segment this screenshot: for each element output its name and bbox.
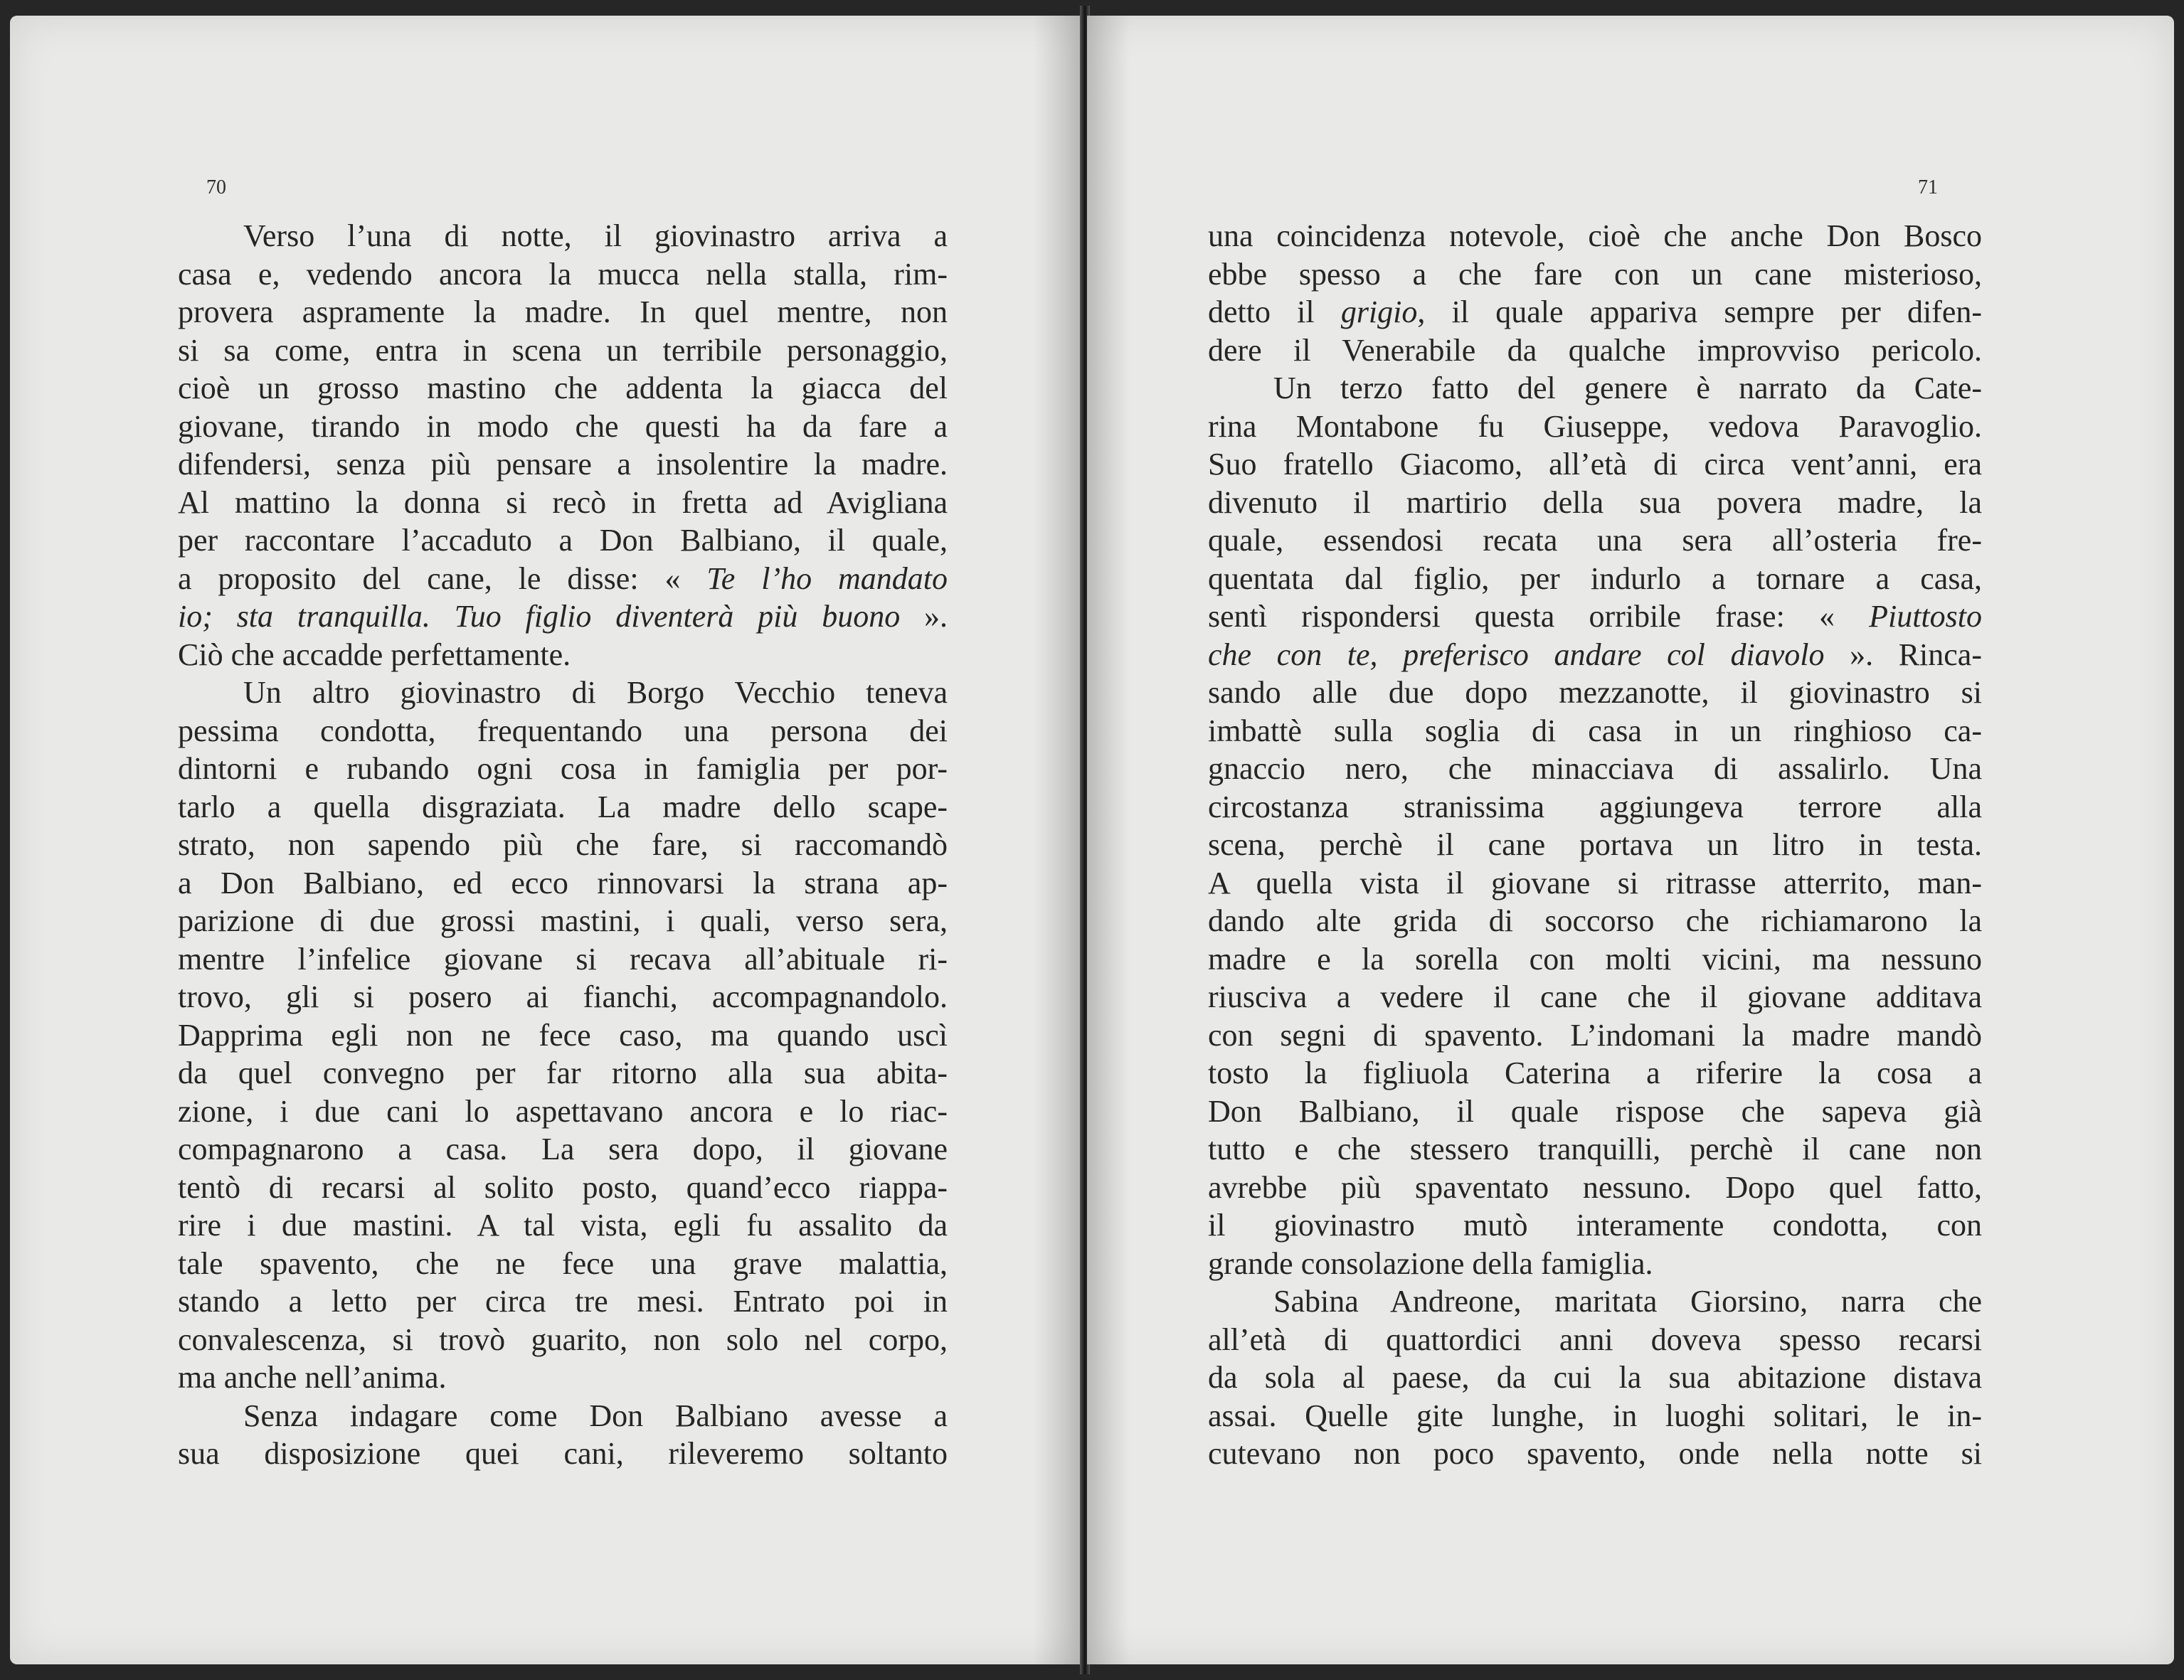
text-line: rina Montabone fu Giuseppe, vedova Paravoglio.	[1208, 408, 1982, 444]
text-line: Dapprima egli non ne fece caso, ma quando uscì	[178, 1017, 948, 1053]
text-line: convalescenza, si trovò guarito, non solo nel corpo,	[178, 1322, 948, 1357]
text-line: tentò di recarsi al solito posto, quand’ecco riappa-	[178, 1169, 948, 1205]
text-line: zione, i due cani lo aspettavano ancora e lo riac-	[178, 1093, 948, 1129]
text-line: il giovinastro mutò interamente condotta, con	[1208, 1208, 1982, 1243]
text-line: dintorni e rubando ogni cosa in famiglia per por-	[178, 751, 948, 786]
text-line: avrebbe più spaventato nessuno. Dopo quel fatto,	[1208, 1169, 1982, 1205]
text-line: cutevano non poco spavento, onde nella notte si	[1208, 1436, 1982, 1471]
text-line: con segni di spavento. L’indomani la madre mandò	[1208, 1017, 1982, 1053]
text-line: sando alle due dopo mezzanotte, il giovinastro si	[1208, 675, 1982, 710]
text-line: ma anche nell’anima.	[178, 1360, 447, 1395]
text-line: ebbe spesso a che fare con un cane misterioso,	[1208, 256, 1982, 292]
text-line: Al mattino la donna si recò in fretta ad Avigliana	[178, 484, 948, 520]
text-line: assai. Quelle gite lunghe, in luoghi solitari, le in-	[1208, 1398, 1982, 1433]
text-line: da quel convegno per far ritorno alla sua abita-	[178, 1056, 948, 1090]
text-line: a proposito del cane, le disse: « Te l’ho mandato	[178, 560, 948, 596]
text-line: A quella vista il giovane si ritrasse atterrito, man-	[1208, 865, 1982, 900]
text-line: casa e, vedendo ancora la mucca nella stalla, rim-	[178, 256, 948, 292]
text-line: scena, perchè il cane portava un litro in testa.	[1208, 827, 1982, 862]
text-line: Sabina Andreone, maritata Giorsino, narra che	[1273, 1284, 1982, 1319]
text-line: Don Balbiano, il quale rispose che sapeva già	[1208, 1093, 1982, 1129]
text-line: io; sta tranquilla. Tuo figlio diventerà più buono ».	[178, 599, 948, 634]
text-line: trovo, gli si posero ai fianchi, accompagnandolo.	[178, 979, 948, 1014]
text-line: compagnarono a casa. La sera dopo, il giovane	[178, 1132, 948, 1166]
text-line: mentre l’infelice giovane si recava all’abituale ri-	[178, 941, 948, 977]
text-line: Senza indagare come Don Balbiano avesse a	[243, 1398, 948, 1433]
text-line: Ciò che accadde perfettamente.	[178, 637, 571, 672]
text-line: gnaccio nero, che minacciava di assalirlo. Una	[1208, 751, 1982, 786]
text-line: una coincidenza notevole, cioè che anche Don Bosco	[1208, 218, 1982, 253]
text-line: tale spavento, che ne fece una grave malattia,	[178, 1245, 948, 1281]
page-number-right: 71	[1918, 176, 1938, 198]
text-line: riusciva a vedere il cane che il giovane additava	[1208, 979, 1982, 1014]
text-line: quale, essendosi recata una sera all’osteria fre-	[1208, 523, 1982, 558]
text-line: che con te, preferisco andare col diavolo ». Rinca-	[1208, 637, 1982, 672]
text-line: rire i due mastini. A tal vista, egli fu assalito da	[178, 1208, 948, 1243]
text-line: strato, non sapendo più che fare, si raccomandò	[178, 827, 948, 862]
text-line: grande consolazione della famiglia.	[1208, 1245, 1653, 1281]
text-line: per raccontare l’accaduto a Don Balbiano, il quale,	[178, 523, 948, 558]
text-line: divenuto il martirio della sua povera madre, la	[1208, 484, 1982, 520]
text-line: all’età di quattordici anni doveva spesso recarsi	[1208, 1322, 1982, 1357]
text-line: difendersi, senza più pensare a insolentire la madre.	[178, 447, 948, 482]
text-line: pessima condotta, frequentando una persona dei	[178, 713, 948, 748]
text-line: giovane, tirando in modo che questi ha da fare a	[178, 408, 948, 444]
text-line: dando alte grida di soccorso che richiamarono la	[1208, 903, 1982, 938]
text-line: provera aspramente la madre. In quel mentre, non	[178, 294, 948, 329]
text-line: Suo fratello Giacomo, all’età di circa vent’anni, era	[1208, 447, 1982, 482]
text-line: tosto la figliuola Caterina a riferire la cosa a	[1208, 1056, 1982, 1090]
text-line: dere il Venerabile da qualche improvviso pericolo.	[1208, 332, 1982, 368]
page-number-left: 70	[206, 176, 226, 198]
text-line: parizione di due grossi mastini, i quali, verso sera,	[178, 903, 948, 938]
text-line: stando a letto per circa tre mesi. Entrato poi in	[178, 1284, 948, 1319]
text-line: tarlo a quella disgraziata. La madre dello scape-	[178, 789, 948, 824]
text-line: cioè un grosso mastino che addenta la giacca del	[178, 371, 948, 405]
text-line: madre e la sorella con molti vicini, ma nessuno	[1208, 941, 1982, 977]
text-line: da sola al paese, da cui la sua abitazione distava	[1208, 1360, 1982, 1395]
text-line: imbattè sulla soglia di casa in un ringhioso ca-	[1208, 713, 1982, 748]
text-line: a Don Balbiano, ed ecco rinnovarsi la strana ap-	[178, 865, 948, 900]
text-line: quentata dal figlio, per indurlo a tornare a casa,	[1208, 560, 1982, 596]
left-page-text	[178, 217, 948, 1473]
right-page-text	[1208, 217, 1982, 1473]
text-line: Verso l’una di notte, il giovinastro arriva a	[243, 218, 948, 253]
text-line: si sa come, entra in scena un terribile personaggio,	[178, 332, 948, 368]
text-line: sentì rispondersi questa orribile frase: « Piuttosto	[1208, 599, 1982, 634]
text-line: Un altro giovinastro di Borgo Vecchio teneva	[243, 675, 948, 710]
text-line: Un terzo fatto del genere è narrato da Cate-	[1273, 371, 1982, 405]
text-line: tutto e che stessero tranquilli, perchè il cane non	[1208, 1132, 1982, 1166]
text-line: detto il grigio, il quale appariva sempre per difen-	[1208, 294, 1982, 329]
text-line: sua disposizione quei cani, rileveremo soltanto	[178, 1436, 948, 1471]
text-line: circostanza stranissima aggiungeva terrore alla	[1208, 789, 1982, 824]
